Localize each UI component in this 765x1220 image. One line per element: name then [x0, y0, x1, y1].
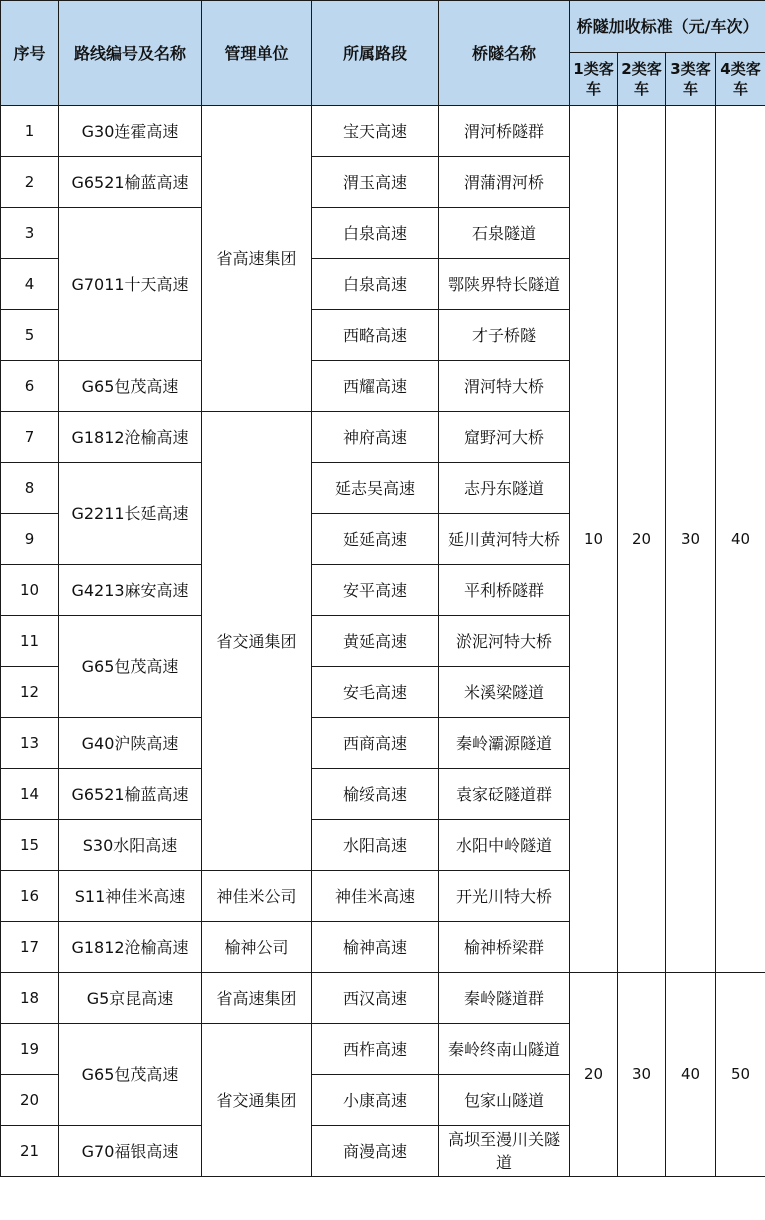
tunnel-cell: 水阳中岭隧道	[439, 820, 570, 871]
route-cell: G70福银高速	[59, 1126, 202, 1177]
seq-cell: 4	[1, 259, 59, 310]
tunnel-cell: 窟野河大桥	[439, 412, 570, 463]
section-cell: 西耀高速	[312, 361, 439, 412]
tunnel-cell: 秦岭隧道群	[439, 973, 570, 1024]
seq-cell: 17	[1, 922, 59, 973]
tunnel-cell: 秦岭灞源隧道	[439, 718, 570, 769]
tunnel-cell: 志丹东隧道	[439, 463, 570, 514]
route-cell: G2211长延高速	[59, 463, 202, 565]
seq-cell: 20	[1, 1075, 59, 1126]
route-cell: S11神佳米高速	[59, 871, 202, 922]
route-cell: G65包茂高速	[59, 1024, 202, 1126]
header-section: 所属路段	[312, 1, 439, 106]
header-toll-standard: 桥隧加收标准（元/车次）	[570, 1, 765, 53]
header-seq: 序号	[1, 1, 59, 106]
seq-cell: 21	[1, 1126, 59, 1177]
route-cell: G1812沧榆高速	[59, 412, 202, 463]
tunnel-cell: 米溪梁隧道	[439, 667, 570, 718]
tunnel-cell: 开光川特大桥	[439, 871, 570, 922]
unit-cell: 省高速集团	[202, 973, 312, 1024]
route-cell: G30连霍高速	[59, 106, 202, 157]
seq-cell: 13	[1, 718, 59, 769]
section-cell: 西汉高速	[312, 973, 439, 1024]
section-cell: 白泉高速	[312, 259, 439, 310]
seq-cell: 3	[1, 208, 59, 259]
section-cell: 宝天高速	[312, 106, 439, 157]
seq-cell: 14	[1, 769, 59, 820]
route-cell: G7011十天高速	[59, 208, 202, 361]
rate-class4-cell: 40	[716, 106, 765, 973]
seq-cell: 18	[1, 973, 59, 1024]
tunnel-cell: 榆神桥梁群	[439, 922, 570, 973]
tunnel-cell: 袁家砭隧道群	[439, 769, 570, 820]
section-cell: 西柞高速	[312, 1024, 439, 1075]
seq-cell: 7	[1, 412, 59, 463]
tunnel-cell: 渭蒲渭河桥	[439, 157, 570, 208]
section-cell: 西商高速	[312, 718, 439, 769]
rate-class3-cell: 30	[666, 106, 716, 973]
route-cell: G4213麻安高速	[59, 565, 202, 616]
rate-class2-cell: 20	[618, 106, 666, 973]
tunnel-cell: 鄂陕界特长隧道	[439, 259, 570, 310]
route-cell: S30水阳高速	[59, 820, 202, 871]
section-cell: 延志吴高速	[312, 463, 439, 514]
seq-cell: 11	[1, 616, 59, 667]
section-cell: 神府高速	[312, 412, 439, 463]
seq-cell: 19	[1, 1024, 59, 1075]
header-tunnel: 桥隧名称	[439, 1, 570, 106]
seq-cell: 15	[1, 820, 59, 871]
header-class2: 2类客车	[618, 53, 666, 106]
table-row	[1, 973, 765, 1024]
header-class3: 3类客车	[666, 53, 716, 106]
section-cell: 水阳高速	[312, 820, 439, 871]
tunnel-cell: 高坝至漫川关隧道	[439, 1126, 570, 1177]
route-cell: G40沪陕高速	[59, 718, 202, 769]
route-cell: G5京昆高速	[59, 973, 202, 1024]
section-cell: 延延高速	[312, 514, 439, 565]
rate-class2-cell: 30	[618, 973, 666, 1177]
rate-class4-cell: 50	[716, 973, 765, 1177]
tunnel-cell: 平利桥隧群	[439, 565, 570, 616]
unit-cell: 省高速集团	[202, 106, 312, 412]
tunnel-cell: 才子桥隧	[439, 310, 570, 361]
section-cell: 小康高速	[312, 1075, 439, 1126]
rate-class1-cell: 10	[570, 106, 618, 973]
tunnel-cell: 秦岭终南山隧道	[439, 1024, 570, 1075]
table-row	[1, 106, 765, 157]
seq-cell: 12	[1, 667, 59, 718]
header-route: 路线编号及名称	[59, 1, 202, 106]
section-cell: 西略高速	[312, 310, 439, 361]
seq-cell: 8	[1, 463, 59, 514]
tunnel-cell: 包家山隧道	[439, 1075, 570, 1126]
unit-cell: 省交通集团	[202, 1024, 312, 1177]
header-unit: 管理单位	[202, 1, 312, 106]
section-cell: 安平高速	[312, 565, 439, 616]
unit-cell: 榆神公司	[202, 922, 312, 973]
tunnel-cell: 石泉隧道	[439, 208, 570, 259]
seq-cell: 9	[1, 514, 59, 565]
seq-cell: 1	[1, 106, 59, 157]
route-cell: G6521榆蓝高速	[59, 769, 202, 820]
section-cell: 神佳米高速	[312, 871, 439, 922]
seq-cell: 16	[1, 871, 59, 922]
section-cell: 商漫高速	[312, 1126, 439, 1177]
seq-cell: 5	[1, 310, 59, 361]
route-cell: G1812沧榆高速	[59, 922, 202, 973]
rate-class3-cell: 40	[666, 973, 716, 1177]
tunnel-cell: 渭河桥隧群	[439, 106, 570, 157]
unit-cell: 省交通集团	[202, 412, 312, 871]
route-cell: G65包茂高速	[59, 616, 202, 718]
header-class1: 1类客车	[570, 53, 618, 106]
route-cell: G65包茂高速	[59, 361, 202, 412]
section-cell: 榆绥高速	[312, 769, 439, 820]
tunnel-cell: 延川黄河特大桥	[439, 514, 570, 565]
tunnel-cell: 渭河特大桥	[439, 361, 570, 412]
route-cell: G6521榆蓝高速	[59, 157, 202, 208]
seq-cell: 10	[1, 565, 59, 616]
section-cell: 渭玉高速	[312, 157, 439, 208]
section-cell: 榆神高速	[312, 922, 439, 973]
seq-cell: 6	[1, 361, 59, 412]
section-cell: 黄延高速	[312, 616, 439, 667]
section-cell: 白泉高速	[312, 208, 439, 259]
tunnel-cell: 淤泥河特大桥	[439, 616, 570, 667]
section-cell: 安毛高速	[312, 667, 439, 718]
header-class4: 4类客车	[716, 53, 765, 106]
seq-cell: 2	[1, 157, 59, 208]
unit-cell: 神佳米公司	[202, 871, 312, 922]
rate-class1-cell: 20	[570, 973, 618, 1177]
